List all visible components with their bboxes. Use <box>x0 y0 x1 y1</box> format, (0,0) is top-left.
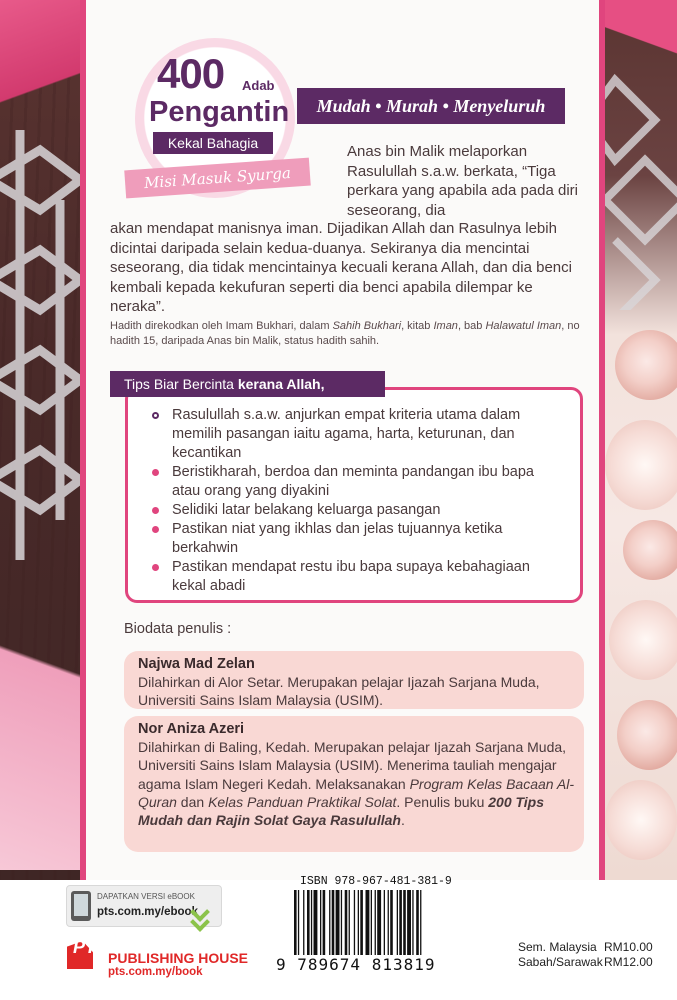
barcode-bar <box>294 890 297 956</box>
author-name: Najwa Mad Zelan <box>138 656 255 672</box>
bullet-icon <box>152 412 159 419</box>
pts-logo-text: PTS <box>73 937 109 957</box>
publisher-url[interactable]: pts.com.my/book <box>108 966 203 978</box>
author-bio: Dilahirkan di Alor Setar. Merupakan pelajar Ijazah Sarjana Muda, Universiti Sains Islam Malaysia (USIM). <box>138 674 540 709</box>
background-right-roses <box>605 0 677 880</box>
tagline-banner: Mudah • Murah • Menyeluruh <box>297 88 565 124</box>
reference-kitab: Iman <box>433 320 458 332</box>
price-region: Sabah/Sarawak <box>518 955 603 969</box>
barcode-bar <box>314 890 318 956</box>
bullet-icon <box>152 564 159 571</box>
reference-text: Hadith direkodkan oleh Imam Bukhari, dalam <box>110 320 333 332</box>
tablet-icon <box>71 891 91 921</box>
reference-bab: Halawatul Iman <box>485 320 562 332</box>
barcode-bar <box>336 890 340 956</box>
logo-ribbon: Misi Masuk Syurga <box>124 158 311 199</box>
reference-book: Sahih Bukhari <box>332 320 402 332</box>
tip-text: Pastikan niat yang ikhlas dan jelas tujuannya ketika berkahwin <box>172 521 503 556</box>
tips-heading-plain: Tips Biar Bercinta <box>124 376 238 392</box>
reference-text: , bab <box>457 320 486 332</box>
barcode-bar <box>311 890 312 956</box>
bio-text-part: Dilahirkan di Baling, Kedah. Merupakan pelajar Ijazah Sarjana Muda, Universiti Sains Islam Malaysia (USIM). Menerima tauliah mengajar agama Islam Negeri Kedah. Melaksanakan <box>138 739 567 792</box>
price-value: RM10.00 <box>604 940 653 954</box>
barcode-bar <box>416 890 419 956</box>
barcode-bar <box>384 890 385 956</box>
barcode-bar <box>358 890 359 956</box>
tip-text: Beristikharah, berdoa dan meminta pandangan ibu bapa atau orang yang diyakini <box>172 464 534 499</box>
author-name: Nor Aniza Azeri <box>138 721 245 737</box>
barcode-bar <box>360 890 363 956</box>
publisher-name: PUBLISHING HOUSE <box>108 950 249 966</box>
ebook-label: DAPATKAN VERSI eBOOK <box>97 892 195 901</box>
author-bio <box>138 738 578 829</box>
reference-text: , kitab <box>401 320 434 332</box>
tip-item <box>150 406 560 463</box>
chevron-down-icon <box>190 905 214 935</box>
logo-adab: Adab <box>242 78 275 93</box>
reference-text: , no hadith 15, daripada Anas bin Malik, status hadith sahih. <box>110 320 580 347</box>
barcode-bar <box>375 890 376 956</box>
barcode-bar <box>388 890 389 956</box>
barcode-bar <box>303 890 304 956</box>
tip-item <box>150 520 560 558</box>
tip-item <box>150 501 560 520</box>
background-pink-shape-lower <box>0 490 80 870</box>
tips-heading <box>110 371 385 397</box>
barcode-bar <box>323 890 326 956</box>
barcode-bar <box>371 890 372 956</box>
bullet-icon <box>152 507 159 514</box>
hadith-reference <box>110 319 590 349</box>
barcode-bar <box>345 890 348 956</box>
barcode-bar <box>377 890 381 956</box>
tip-text: Pastikan mendapat restu ibu bapa supaya kebahagiaan kekal abadi <box>172 559 530 594</box>
barcode-bar <box>399 890 402 956</box>
barcode-bar <box>407 890 411 956</box>
barcode-bar <box>403 890 406 956</box>
price-row <box>518 940 653 954</box>
bio-text-part: dan <box>176 793 209 810</box>
barcode-bar <box>397 890 398 956</box>
bio-text-part: . Penulis buku <box>396 793 489 810</box>
barcode-bar <box>320 890 321 956</box>
tip-text: Selidiki latar belakang keluarga pasangan <box>172 502 441 518</box>
bullet-icon <box>152 526 159 533</box>
rose-decoration <box>615 330 677 400</box>
bullet-icon <box>152 469 159 476</box>
barcode-digits: 9 789674 813819 <box>276 955 436 974</box>
barcode-bar <box>354 890 355 956</box>
book-logo <box>135 38 325 218</box>
barcode <box>290 890 490 960</box>
bio-book-title: 200 Tips Mudah dan Rajin Solat Gaya Rasulullah <box>138 793 545 829</box>
pts-logo <box>67 937 109 971</box>
rose-decoration <box>609 600 677 680</box>
barcode-bar <box>390 890 393 956</box>
tip-item <box>150 463 560 501</box>
barcode-bar <box>307 890 310 956</box>
ebook-link[interactable]: pts.com.my/ebook <box>97 906 198 918</box>
barcode-bar <box>366 890 370 956</box>
barcode-bar <box>298 890 299 956</box>
bio-program-name: Kelas Panduan Praktikal Solat <box>208 793 397 810</box>
barcode-bar <box>332 890 335 956</box>
barcode-bar <box>420 890 421 956</box>
hadith-quote-part2: akan mendapat manisnya iman. Dijadikan Allah dan Rasulnya lebih dicintai daripada selain kedua-duanya. Sekiranya dia mencintai seseorang, dia tidak mencintainya kecuali kerana Allah, dan dia benci kembali kepada kekufuran seperti dia benci apabila dilempar ke neraka”. <box>110 220 572 315</box>
rose-decoration <box>623 520 677 580</box>
price-value: RM12.00 <box>604 955 653 969</box>
rose-decoration <box>617 700 677 770</box>
hadith-quote-part1: Anas bin Malik melaporkan Rasulullah s.a.w. berkata, “Tiga perkara yang apabila ada pada diri seseorang, dia <box>347 143 578 219</box>
background-left-wood <box>0 0 80 880</box>
biodata-title: Biodata penulis : <box>124 621 232 637</box>
logo-title: Pengantin <box>149 96 290 128</box>
tip-text: Rasulullah s.a.w. anjurkan empat kriteria utama dalam memilih pasangan iaitu agama, harta, keturunan, dan kecantikan <box>172 407 521 461</box>
tip-item <box>150 558 560 596</box>
tips-list <box>150 406 560 596</box>
rose-decoration <box>605 780 677 860</box>
barcode-bar <box>329 890 330 956</box>
rose-decoration <box>605 420 677 510</box>
bio-text-part: . <box>400 812 405 829</box>
barcode-bar <box>341 890 342 956</box>
logo-subtitle: Kekal Bahagia <box>153 132 273 154</box>
price-region: Sem. Malaysia <box>518 940 597 954</box>
barcode-bar <box>349 890 350 956</box>
isbn-label: ISBN 978-967-481-381-9 <box>300 875 452 888</box>
logo-number: 400 <box>157 50 225 97</box>
price-row <box>518 955 653 969</box>
bio-program-name: Program Kelas Bacaan Al-Quran <box>138 775 575 810</box>
background-lattice-right <box>605 60 677 310</box>
barcode-bar <box>412 890 413 956</box>
tips-heading-bold: kerana Allah, <box>237 376 325 392</box>
